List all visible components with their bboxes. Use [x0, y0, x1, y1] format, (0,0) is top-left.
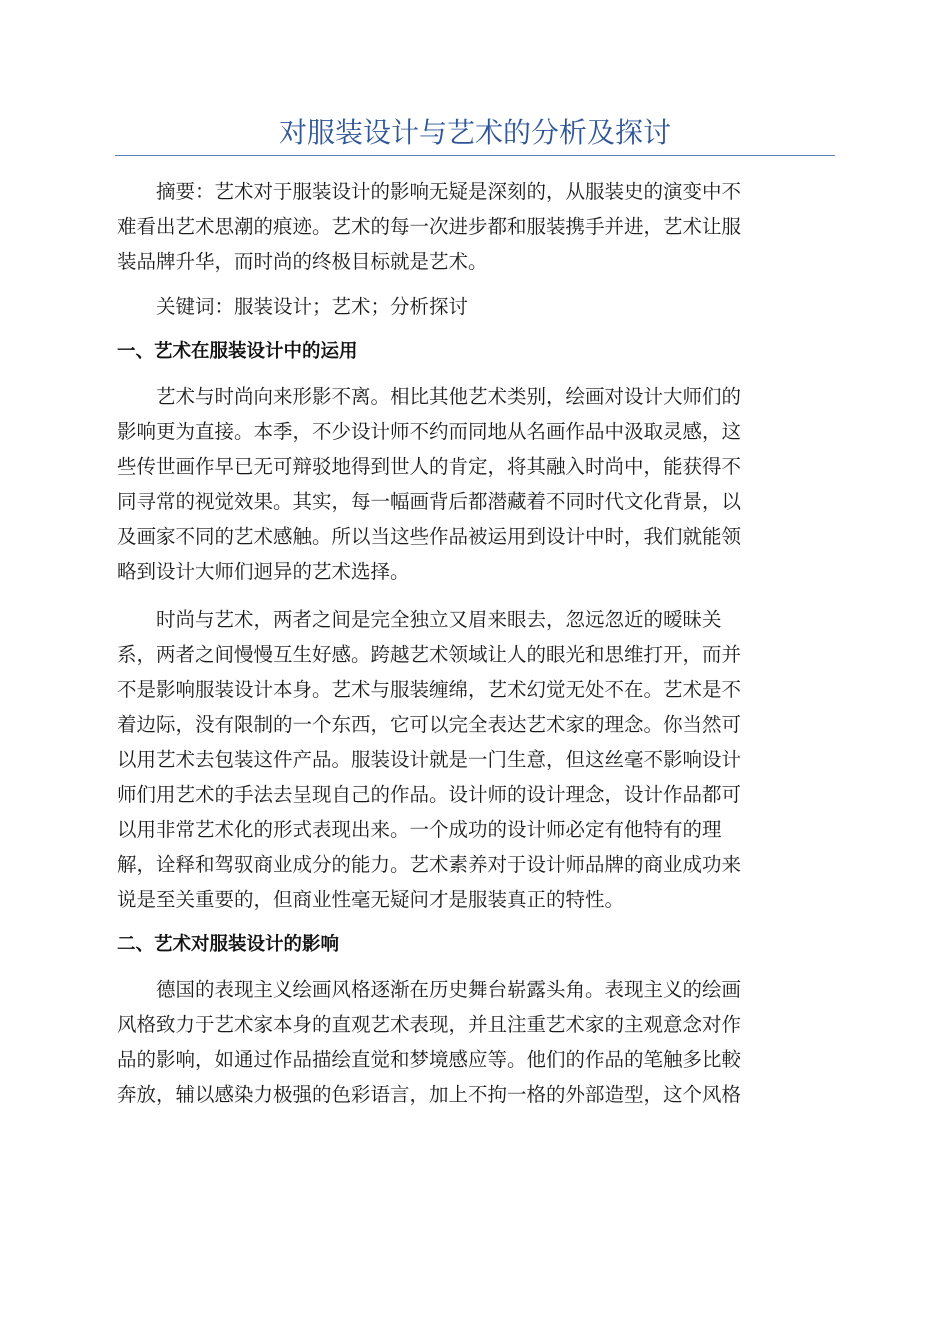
abstract-paragraph: 摘要：艺术对于服装设计的影响无疑是深刻的，从服装史的演变中不 难看出艺术思潮的痕迹。艺术的每一次进步都和服装携手并进，艺术让服 装品牌升华，而时尚的终极目标就是艺术。 [117, 180, 742, 273]
section-heading-1: 一、艺术在服装设计中的运用 [117, 341, 358, 362]
section-heading-2: 二、艺术对服装设计的影响 [117, 934, 340, 955]
title-underline [115, 155, 835, 156]
document-body [117, 174, 833, 1112]
section-1-paragraph-1: 艺术与时尚向来形影不离。相比其他艺术类别，绘画对设计大师们的 影响更为直接。本季，不少设计师不约而同地从名画作品中汲取灵感，这 些传世画作早已无可辩驳地得到世人的肯定，将其融入时尚中，能获得不 同寻常的视觉效果。其实，每一幅画背后都潜藏着不同时代文化背景，以 及画家不同的艺术感触。所以当这些作品被运用到设计中时，我们就能领 略到设计大师们迥异的艺术选择。 [117, 385, 742, 583]
section-1-paragraph-2: 时尚与艺术，两者之间是完全独立又眉来眼去，忽远忽近的暧昧关 系，两者之间慢慢互生好感。跨越艺术领域让人的眼光和思维打开，而并 不是影响服装设计本身。艺术与服装缠绵，艺术幻觉无处不在。艺术是不 着边际，没有限制的一个东西，它可以完全表达艺术家的理念。你当然可 以用艺术去包装这件产品。服装设计就是一门生意，但这丝毫不影响设计 师们用艺术的手法去呈现自己的作品。设计师的设计理念，设计作品都可 以用非常艺术化的形式表现出来。一个成功的设计师必定有他特有的理 解，诠释和驾驭商业成分的能力。艺术素养对于设计师品牌的商业成功来 说是至关重要的，但商业性毫无疑问才是服装真正的特性。 [117, 608, 742, 911]
section-2-paragraph-1: 德国的表现主义绘画风格逐渐在历史舞台崭露头角。表现主义的绘画 风格致力于艺术家本身的直观艺术表现，并且注重艺术家的主观意念对作 品的影响，如通过作品描绘直觉和梦境感应等。他们的作品的笔触多比較 奔放，辅以感染力极强的色彩语言，加上不拘一格的外部造型，这个风格 [117, 978, 742, 1106]
keywords-paragraph: 关键词：服装设计；艺术；分析探讨 [156, 295, 469, 318]
document-title: 对服装设计与艺术的分析及探讨 [278, 116, 671, 149]
